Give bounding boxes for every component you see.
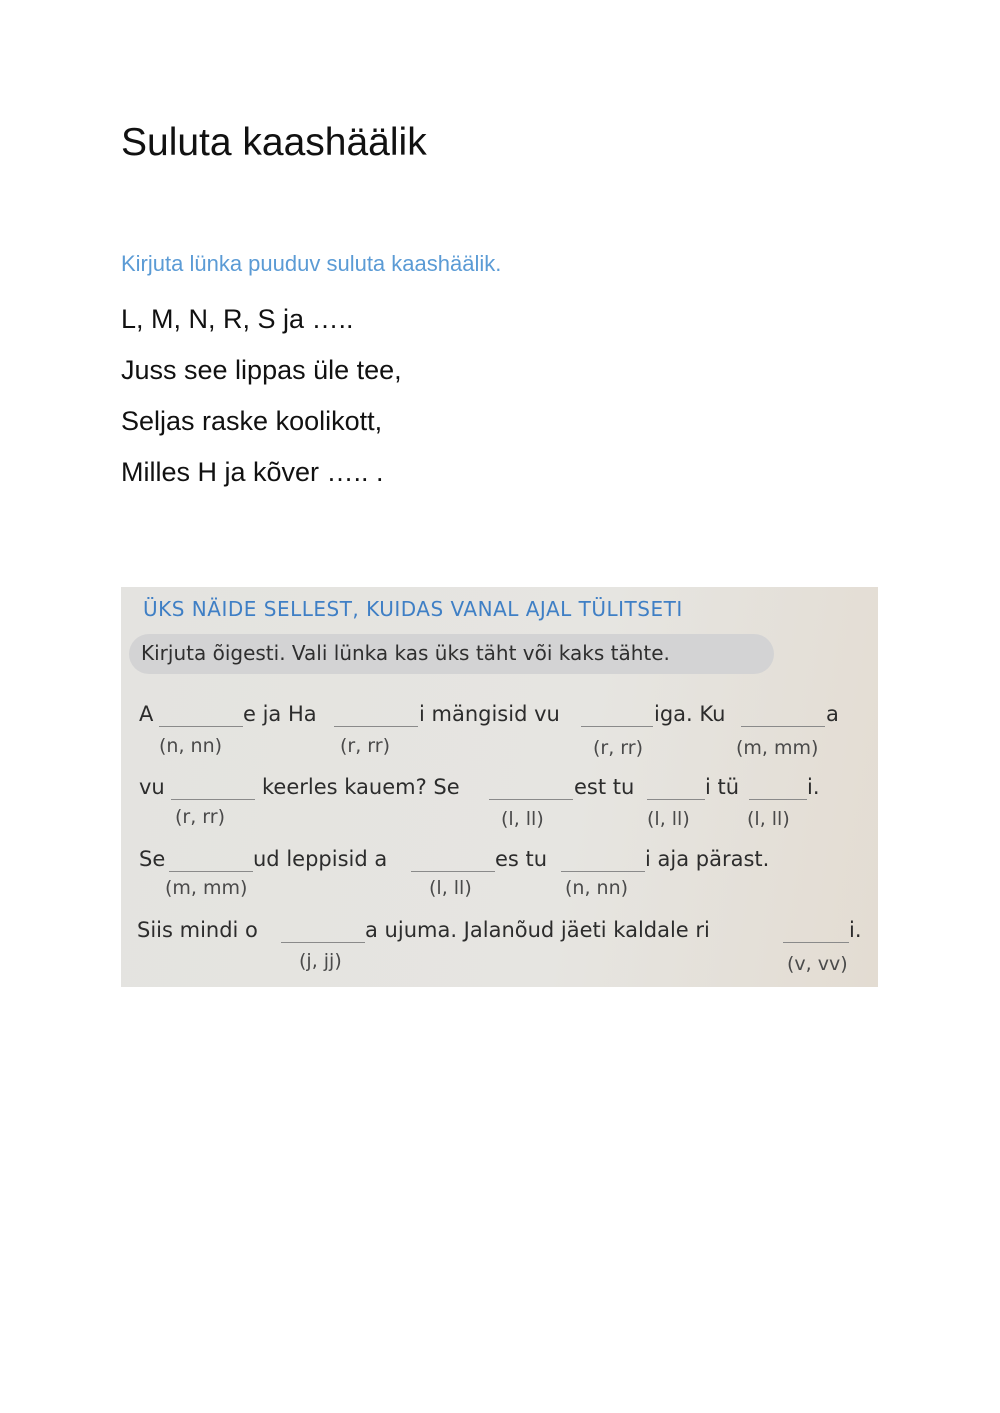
row-text: keerles kauem? Se [262, 775, 460, 799]
row-text: i. [807, 775, 820, 799]
hint-label: (l, ll) [501, 808, 544, 830]
exercise-row [121, 702, 878, 738]
row-text: vu [139, 775, 165, 799]
exercise-row [121, 918, 878, 954]
row-text: e ja Ha [243, 702, 317, 726]
poem-line: Seljas raske koolikott, [121, 406, 383, 436]
row-text: i tü [705, 775, 740, 799]
gap-blank [741, 726, 825, 727]
row-text: a ujuma. Jalanõud jäeti kaldale ri [365, 918, 710, 942]
hint-label: (l, ll) [647, 808, 690, 830]
row-text: est tu [574, 775, 635, 799]
textbook-exercise-photo [121, 587, 878, 987]
gap-blank [171, 799, 255, 800]
gap-blank [159, 726, 243, 727]
gap-blank [334, 726, 418, 727]
row-text: i mängisid vu [419, 702, 560, 726]
hint-label: (l, ll) [747, 808, 790, 830]
hint-label: (l, ll) [429, 877, 472, 899]
row-text: ud leppisid a [253, 847, 388, 871]
row-text: i aja pärast. [645, 847, 770, 871]
hint-label: (j, jj) [299, 950, 342, 972]
hint-label: (r, rr) [175, 806, 226, 828]
row-text: i. [849, 918, 862, 942]
gap-blank [169, 871, 253, 872]
gap-blank [561, 871, 645, 872]
row-text: Siis mindi o [137, 918, 258, 942]
poem-line: Juss see lippas üle tee, [121, 355, 402, 385]
exercise-heading: ÜKS NÄIDE SELLEST, KUIDAS VANAL AJAL TÜLITSETI [143, 597, 683, 621]
hint-label: (m, mm) [736, 737, 819, 759]
row-text: A [139, 702, 154, 726]
row-text: a [826, 702, 839, 726]
hint-label: (r, rr) [593, 737, 644, 759]
poem-line: Milles H ja kõver ….. . [121, 457, 384, 487]
hint-label: (n, nn) [159, 735, 223, 757]
poem [121, 294, 402, 498]
exercise-instruction: Kirjuta õigesti. Vali lünka kas üks täht või kaks tähte. [141, 641, 670, 665]
row-text: Se [139, 847, 166, 871]
gap-blank [647, 799, 705, 800]
hint-label: (r, rr) [340, 735, 391, 757]
row-text: es tu [495, 847, 548, 871]
gap-blank [411, 871, 495, 872]
page-title: Suluta kaashäälik [121, 121, 427, 164]
gap-blank [783, 942, 849, 943]
gap-blank [489, 799, 573, 800]
hint-label: (v, vv) [787, 953, 848, 975]
exercise-row [121, 775, 878, 811]
instruction-text: Kirjuta lünka puuduv suluta kaashäälik. [121, 251, 502, 276]
hint-label: (n, nn) [565, 877, 629, 899]
gap-blank [281, 942, 365, 943]
poem-line: L, M, N, R, S ja ….. [121, 304, 354, 334]
row-text: iga. Ku [654, 702, 726, 726]
hint-label: (m, mm) [165, 877, 248, 899]
gap-blank [749, 799, 807, 800]
gap-blank [581, 726, 653, 727]
